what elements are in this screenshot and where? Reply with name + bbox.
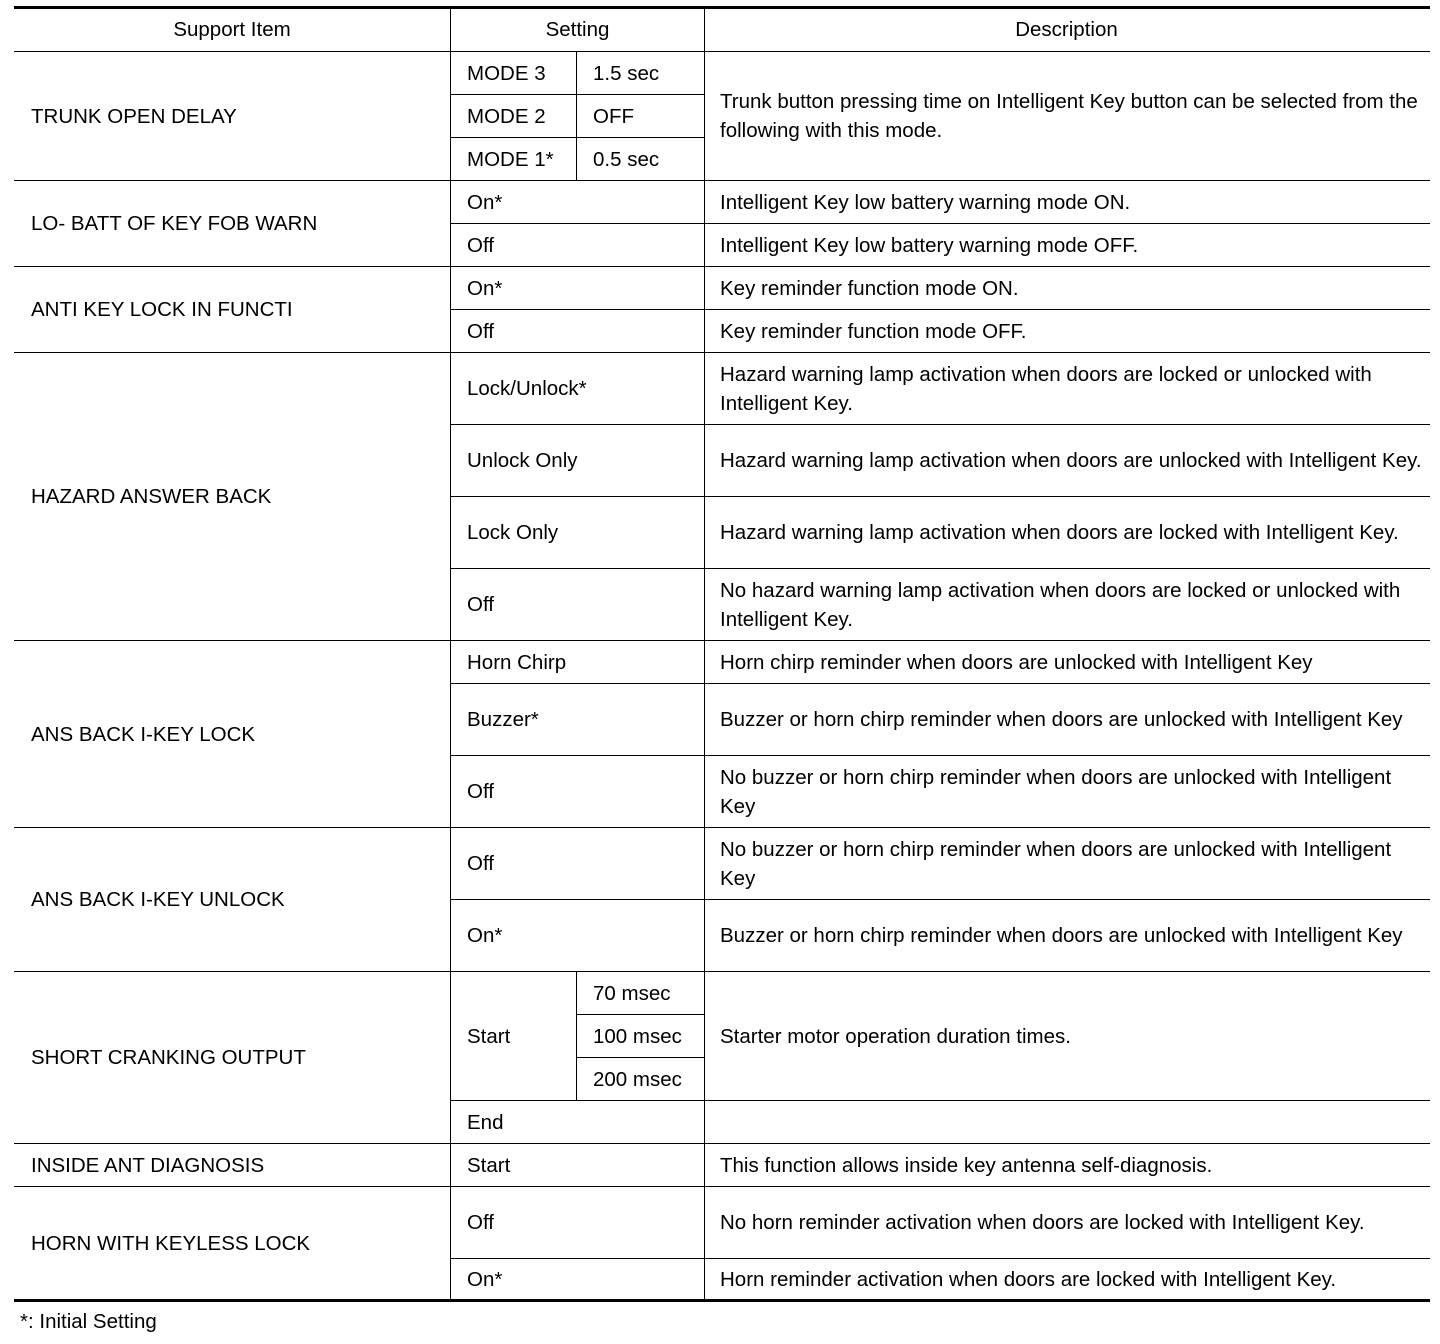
description-cell: Starter motor operation duration times.	[720, 1024, 1071, 1048]
setting-cell: Off	[467, 319, 494, 343]
setting-cell: Horn Chirp	[467, 650, 567, 674]
setting-cell: Off	[467, 852, 494, 875]
row-divider	[450, 1258, 1430, 1259]
row-divider	[14, 1143, 1430, 1144]
setting-cell: Off	[467, 233, 494, 257]
column-divider	[576, 972, 577, 1101]
row-divider	[450, 137, 705, 138]
setting-duration-value: 100 msec	[593, 1024, 682, 1048]
description-cell	[705, 1101, 1428, 1143]
row-divider	[14, 640, 1430, 641]
setting-cell: Unlock Only	[467, 449, 578, 472]
setting-mode-value: OFF	[593, 104, 634, 128]
description-cell: Buzzer or horn chirp reminder when doors are unlocked with Intelligent Key	[720, 924, 1403, 947]
row-divider	[450, 899, 1430, 900]
description-cell: Hazard warning lamp activation when doors are locked with Intelligent Key.	[720, 521, 1399, 544]
support-item: ANS BACK I-KEY LOCK	[31, 722, 256, 746]
setting-mode-value: 1.5 sec	[593, 61, 660, 85]
setting-start: Start	[467, 1024, 511, 1048]
setting-cell: Start	[467, 1153, 511, 1177]
setting-cell: Lock/Unlock*	[467, 377, 587, 400]
row-divider	[14, 51, 1430, 52]
setting-cell: On*	[467, 276, 503, 300]
row-divider	[450, 424, 1430, 425]
description-cell: Horn chirp reminder when doors are unlocked with Intelligent Key	[720, 650, 1313, 674]
row-divider	[14, 180, 1430, 181]
column-divider	[450, 8, 451, 1300]
row-divider	[450, 568, 1430, 569]
header-support-item: Support Item	[173, 18, 291, 41]
description-cell: No buzzer or horn chirp reminder when doors are unlocked with Intelligent Key	[720, 765, 1392, 818]
row-divider	[576, 1057, 705, 1058]
row-divider	[450, 309, 1430, 310]
header-description: Description	[1015, 18, 1118, 41]
setting-cell: On*	[467, 190, 503, 214]
setting-cell: On*	[467, 1268, 503, 1291]
setting-duration-value: 70 msec	[593, 981, 671, 1005]
setting-end: End	[467, 1110, 504, 1134]
setting-cell: Off	[467, 1211, 494, 1234]
row-divider	[14, 266, 1430, 267]
row-divider	[450, 223, 1430, 224]
support-item: LO- BATT OF KEY FOB WARN	[31, 212, 318, 235]
support-item: HAZARD ANSWER BACK	[31, 485, 272, 508]
support-item: TRUNK OPEN DELAY	[31, 104, 237, 128]
table-bottom-rule	[14, 1299, 1430, 1302]
setting-cell: Buzzer*	[467, 708, 539, 731]
row-divider	[450, 1100, 1430, 1101]
description-cell: No buzzer or horn chirp reminder when doors are unlocked with Intelligent Key	[720, 837, 1392, 890]
row-divider	[450, 94, 705, 95]
setting-cell: Off	[467, 780, 494, 803]
row-divider	[14, 971, 1430, 972]
description-cell: Horn reminder activation when doors are locked with Intelligent Key.	[720, 1268, 1337, 1291]
support-item: INSIDE ANT DIAGNOSIS	[31, 1153, 265, 1177]
column-divider	[576, 51, 577, 180]
description-cell: Hazard warning lamp activation when doors are unlocked with Intelligent Key.	[720, 449, 1422, 472]
row-divider	[14, 352, 1430, 353]
description-cell: No horn reminder activation when doors are locked with Intelligent Key.	[720, 1211, 1365, 1234]
description-cell: Key reminder function mode ON.	[720, 276, 1019, 300]
description-cell: No hazard warning lamp activation when doors are locked or unlocked with Intelligent Key.	[720, 578, 1401, 631]
setting-duration-value: 200 msec	[593, 1067, 682, 1091]
setting-mode-label: MODE 1*	[467, 147, 554, 171]
support-item: SHORT CRANKING OUTPUT	[31, 1046, 306, 1069]
support-item: ANS BACK I-KEY UNLOCK	[31, 888, 285, 911]
row-divider	[450, 755, 1430, 756]
support-item: ANTI KEY LOCK IN FUNCTI	[31, 298, 293, 321]
setting-mode-label: MODE 2	[467, 104, 546, 128]
row-divider	[576, 1014, 705, 1015]
row-divider	[14, 1186, 1430, 1187]
description-cell: Intelligent Key low battery warning mode OFF.	[720, 233, 1139, 257]
description-cell: Trunk button pressing time on Intelligent Key button can be selected from the following with this mode.	[720, 90, 1418, 142]
column-divider	[704, 8, 705, 1300]
description-cell: Hazard warning lamp activation when doors are locked or unlocked with Intelligent Key.	[720, 362, 1372, 415]
setting-mode-value: 0.5 sec	[593, 147, 660, 171]
footnote: *: Initial Setting	[20, 1310, 157, 1333]
setting-cell: On*	[467, 924, 503, 947]
row-divider	[14, 827, 1430, 828]
row-divider	[450, 496, 1430, 497]
description-cell: Key reminder function mode OFF.	[720, 319, 1027, 343]
description-cell: This function allows inside key antenna self-diagnosis.	[720, 1153, 1213, 1177]
header-setting: Setting	[545, 18, 610, 41]
table-top-rule	[14, 6, 1430, 9]
setting-cell: Lock Only	[467, 521, 559, 544]
support-item: HORN WITH KEYLESS LOCK	[31, 1232, 311, 1255]
setting-mode-label: MODE 3	[467, 61, 546, 85]
row-divider	[450, 683, 1430, 684]
setting-cell: Off	[467, 593, 494, 616]
description-cell: Intelligent Key low battery warning mode ON.	[720, 190, 1131, 214]
description-cell: Buzzer or horn chirp reminder when doors are unlocked with Intelligent Key	[720, 708, 1403, 731]
